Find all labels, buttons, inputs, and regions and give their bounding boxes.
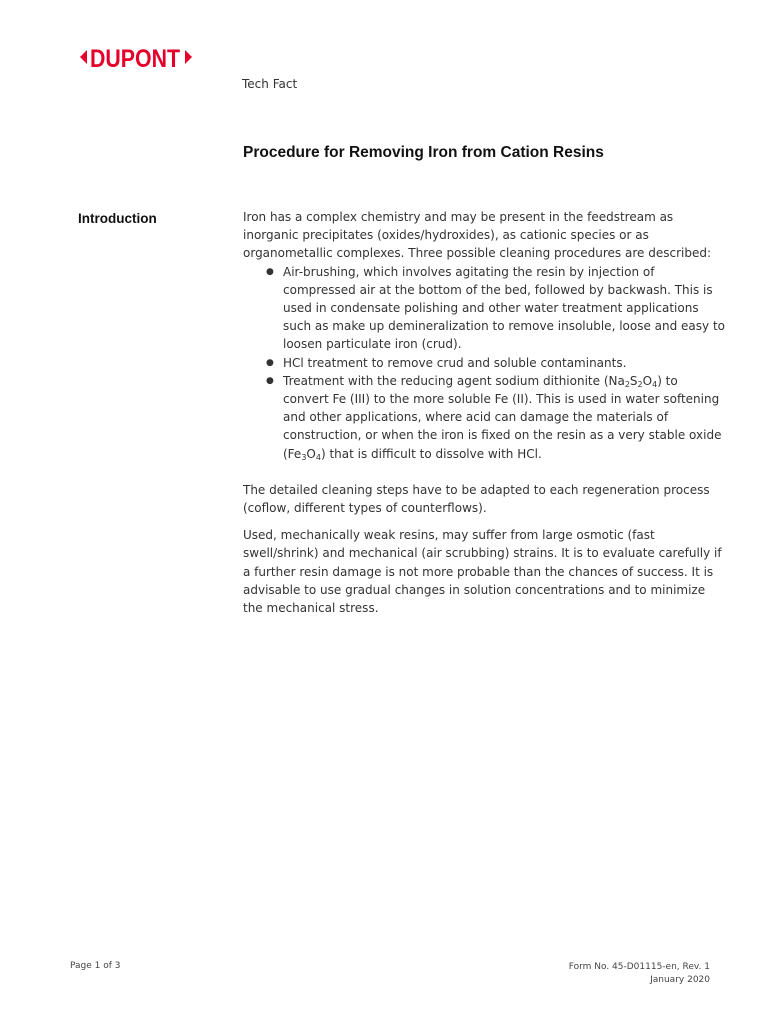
bullet-icon: ● (266, 375, 274, 386)
text-segment: ) that is difficult to dissolve with HCl. (320, 446, 542, 461)
list-item-text (283, 374, 721, 461)
list-item-sodium-dithionite (266, 372, 725, 463)
section-heading-introduction: Introduction (78, 211, 157, 226)
list-item-text: HCl treatment to remove crud and soluble contaminants. (283, 355, 627, 370)
spacer (243, 463, 725, 481)
text-segment: ) to convert Fe (III) to the more soluble Fe (II). This is used in water softening and other applications, where acid can damage the materials of construction, or when the iron is fixed on the resin as a very stable oxide (Fe (283, 373, 722, 461)
list-item-hcl-treatment (266, 354, 725, 372)
subscript: 2 (637, 379, 643, 389)
intro-paragraph: Iron has a complex chemistry and may be present in the feedstream as inorganic precipitates (oxides/hydroxides), as cationic species or as organometallic complexes. Three possible cleaning procedures are described: (243, 210, 711, 261)
list-item-text: Air-brushing, which involves agitating the resin by injection of compressed air at the bottom of the bed, followed by backwash. This is used in condensate polishing and other water treatment applications such as make up demineralization to remove insoluble, loose and easy to loosen particulate iron (crud). (283, 264, 726, 352)
form-info (569, 961, 710, 986)
document-type-label: Tech Fact (242, 77, 298, 91)
bullet-icon: ● (266, 266, 274, 277)
cleaning-procedures-list (243, 263, 725, 463)
svg-text:DUPONT: DUPONT (90, 45, 180, 73)
dupont-logo (78, 40, 194, 74)
bullet-icon: ● (266, 357, 274, 368)
page-number: Page 1 of 3 (70, 961, 121, 971)
subscript: 4 (652, 379, 658, 389)
dupont-logo-mark (78, 40, 194, 74)
resin-damage-paragraph: Used, mechanically weak resins, may suffer from large osmotic (fast swell/shrink) and mechanical (air scrubbing) strains. It is to evaluate carefully if a further resin damage is not more probable than the chances of success. It is advisable to use gradual changes in solution concentrations and to minimize the mechanical stress. (243, 528, 722, 616)
text-segment: O (306, 446, 316, 461)
regeneration-paragraph: The detailed cleaning steps have to be adapted to each regeneration process (coflow, different types of counterflows). (243, 482, 710, 516)
subscript: 4 (315, 452, 321, 462)
document-title: Procedure for Removing Iron from Cation Resins (243, 144, 604, 161)
subscript: 3 (301, 452, 307, 462)
form-number: Form No. 45-D01115-en, Rev. 1 (568, 962, 710, 972)
form-date: January 2020 (650, 974, 710, 985)
text-segment: O (642, 373, 653, 388)
subscript: 2 (624, 379, 630, 389)
introduction-body (243, 208, 725, 617)
text-segment: Treatment with the reducing agent sodium dithionite (Na (283, 373, 625, 388)
text-segment: S (629, 373, 638, 388)
list-item-air-brushing (266, 263, 726, 354)
